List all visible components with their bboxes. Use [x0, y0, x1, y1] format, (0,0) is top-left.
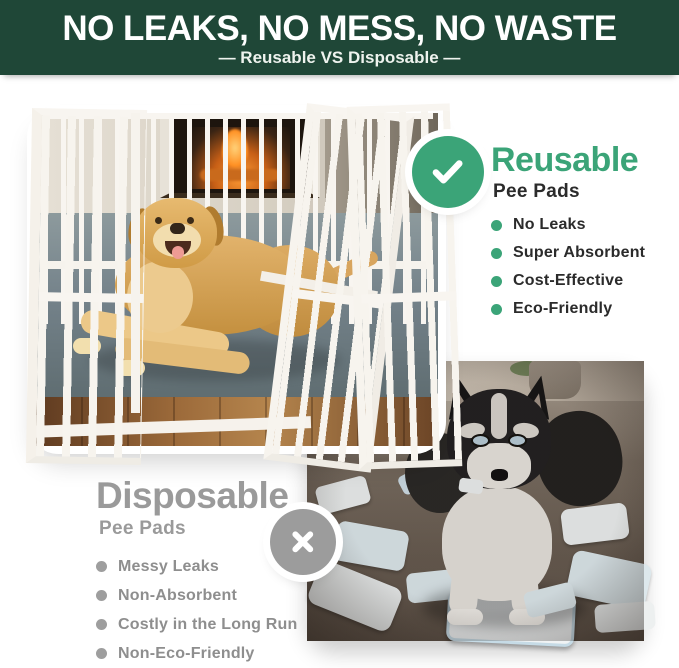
check-icon	[412, 136, 484, 208]
pen-post	[131, 113, 140, 413]
retriever-eye	[155, 217, 162, 224]
reusable-heading: Reusable	[491, 141, 639, 179]
bullet-dot	[96, 590, 107, 601]
bullet-dot	[96, 648, 107, 659]
bullet-dot	[96, 561, 107, 572]
drawback-item	[96, 581, 336, 610]
reusable-benefits-list	[491, 211, 676, 323]
benefit-item	[491, 267, 676, 295]
drawback-text: Non-Eco-Friendly	[118, 644, 255, 662]
banner-title: NO LEAKS, NO MESS, NO WASTE	[62, 9, 617, 48]
drawback-text: Costly in the Long Run	[118, 615, 298, 633]
reusable-section	[491, 143, 676, 323]
reusable-subheading: Pee Pads	[493, 181, 580, 202]
benefit-text: Eco-Friendly	[513, 300, 613, 317]
retriever-eye	[187, 217, 194, 224]
pen-panel-left	[26, 108, 147, 465]
bullet-dot	[491, 304, 502, 315]
bullet-dot	[96, 619, 107, 630]
x-icon	[270, 509, 336, 575]
disposable-heading: Disposable	[96, 475, 289, 516]
drawback-text: Non-Absorbent	[118, 586, 238, 604]
header-banner	[0, 0, 679, 75]
drawback-item	[96, 639, 336, 668]
disposable-subheading: Pee Pads	[99, 518, 186, 539]
benefit-item	[491, 239, 676, 267]
drawback-item	[96, 610, 336, 639]
banner-subtitle: — Reusable VS Disposable —	[218, 48, 461, 67]
bullet-dot	[491, 220, 502, 231]
retriever-nose	[170, 223, 185, 234]
benefit-item	[491, 211, 676, 239]
benefit-text: No Leaks	[513, 216, 586, 233]
reusable-pee-pads-photo	[35, 113, 438, 446]
benefit-item	[491, 295, 676, 323]
drawback-text: Messy Leaks	[118, 557, 219, 575]
bullet-dot	[491, 248, 502, 259]
bullet-dot	[491, 276, 502, 287]
benefit-text: Cost-Effective	[513, 272, 624, 289]
retriever-tongue	[172, 246, 184, 259]
x-glyph	[283, 522, 323, 562]
checkmark-glyph	[426, 150, 469, 193]
benefit-text: Super Absorbent	[513, 244, 646, 261]
